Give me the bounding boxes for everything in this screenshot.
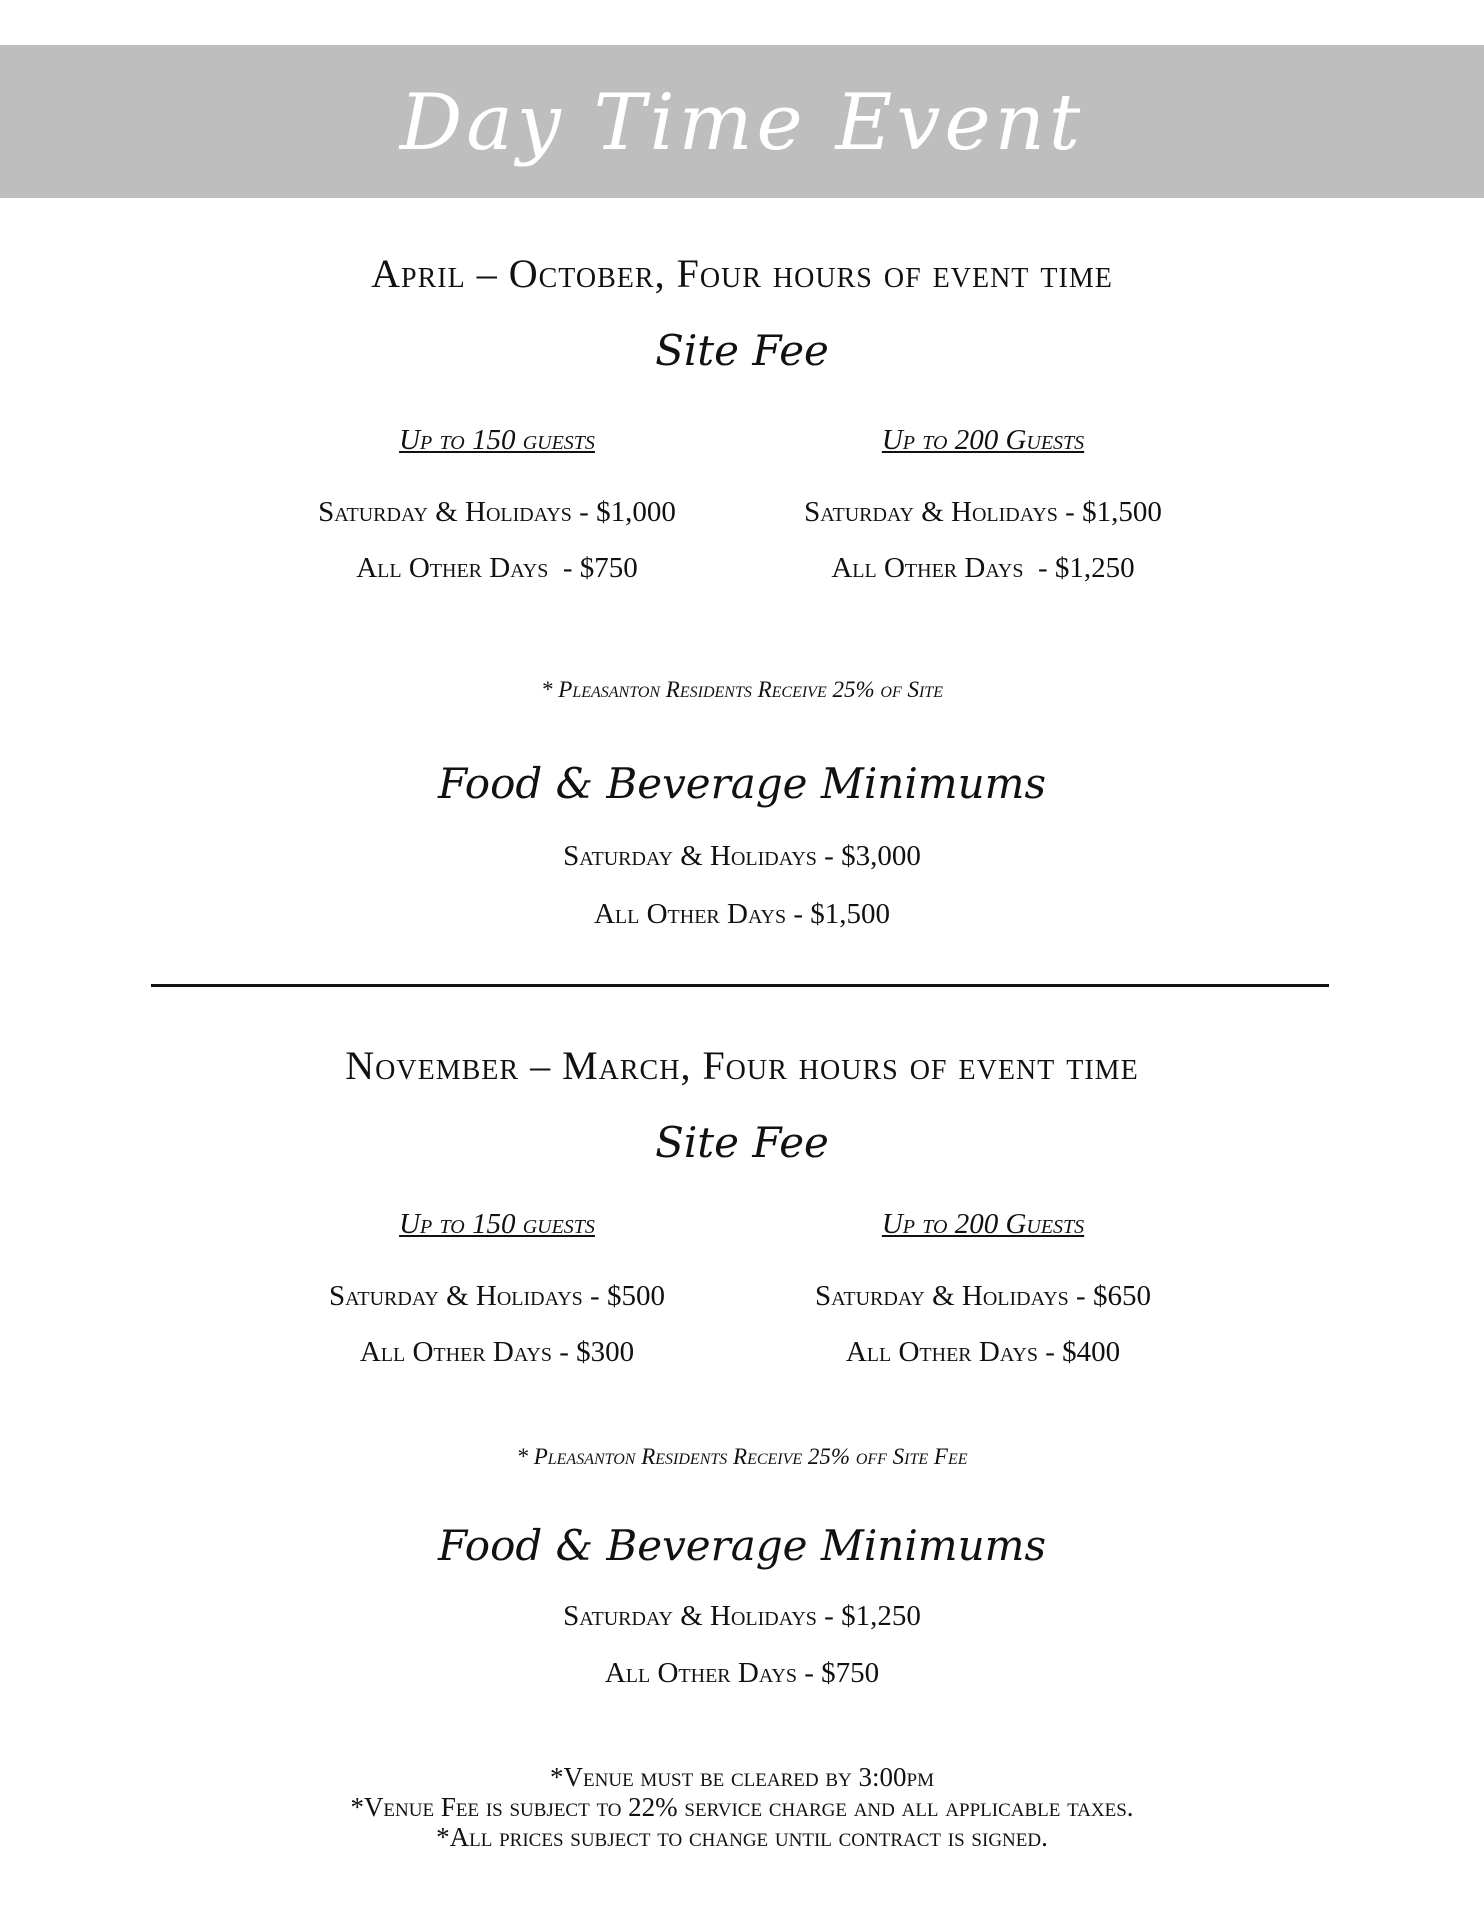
price-other-150: All Other Days - $750 xyxy=(356,552,638,584)
price-other-200: All Other Days - $1,250 xyxy=(831,552,1135,584)
season-heading-november-march: November – March, Four hours of event time xyxy=(345,1043,1139,1088)
site-fee-title: Site Fee xyxy=(655,1118,829,1167)
page-title: Day Time Event xyxy=(399,78,1085,168)
food-beverage-title: Food & Beverage Minimums xyxy=(437,759,1047,808)
price-saturday-200: Saturday & Holidays - $650 xyxy=(815,1280,1151,1312)
fb-minimum-other: All Other Days - $1,500 xyxy=(593,898,891,930)
tier-heading-150: Up to 150 guests xyxy=(399,1208,595,1240)
header-banner xyxy=(0,45,1484,198)
tier-heading-200: Up to 200 Guests xyxy=(881,424,1085,456)
resident-discount-note: * Pleasanton Residents Receive 25% off Site Fee xyxy=(516,1444,968,1469)
price-other-200: All Other Days - $400 xyxy=(845,1336,1121,1368)
footer-note-service-charge: *Venue Fee is subject to 22% service charge and all applicable taxes. xyxy=(350,1792,1134,1822)
fb-minimum-saturday: Saturday & Holidays - $3,000 xyxy=(563,840,921,872)
season-heading-april-october: April – October, Four hours of event time xyxy=(371,251,1113,296)
tier-heading-150: Up to 150 guests xyxy=(399,424,595,456)
resident-discount-note: * Pleasanton Residents Receive 25% of Site xyxy=(541,677,943,702)
price-saturday-200: Saturday & Holidays - $1,500 xyxy=(804,496,1162,528)
footer-note-cleared: *Venue must be cleared by 3:00pm xyxy=(550,1762,934,1792)
fb-minimum-saturday: Saturday & Holidays - $1,250 xyxy=(563,1600,921,1632)
price-other-150: All Other Days - $300 xyxy=(359,1336,635,1368)
section-divider xyxy=(151,984,1329,987)
price-saturday-150: Saturday & Holidays - $500 xyxy=(329,1280,665,1312)
tier-heading-200: Up to 200 Guests xyxy=(881,1208,1085,1240)
footer-note-price-change: *All prices subject to change until contract is signed. xyxy=(436,1822,1048,1852)
site-fee-title: Site Fee xyxy=(655,326,829,375)
food-beverage-title: Food & Beverage Minimums xyxy=(437,1521,1047,1570)
fb-minimum-other: All Other Days - $750 xyxy=(604,1657,880,1689)
price-saturday-150: Saturday & Holidays - $1,000 xyxy=(318,496,676,528)
